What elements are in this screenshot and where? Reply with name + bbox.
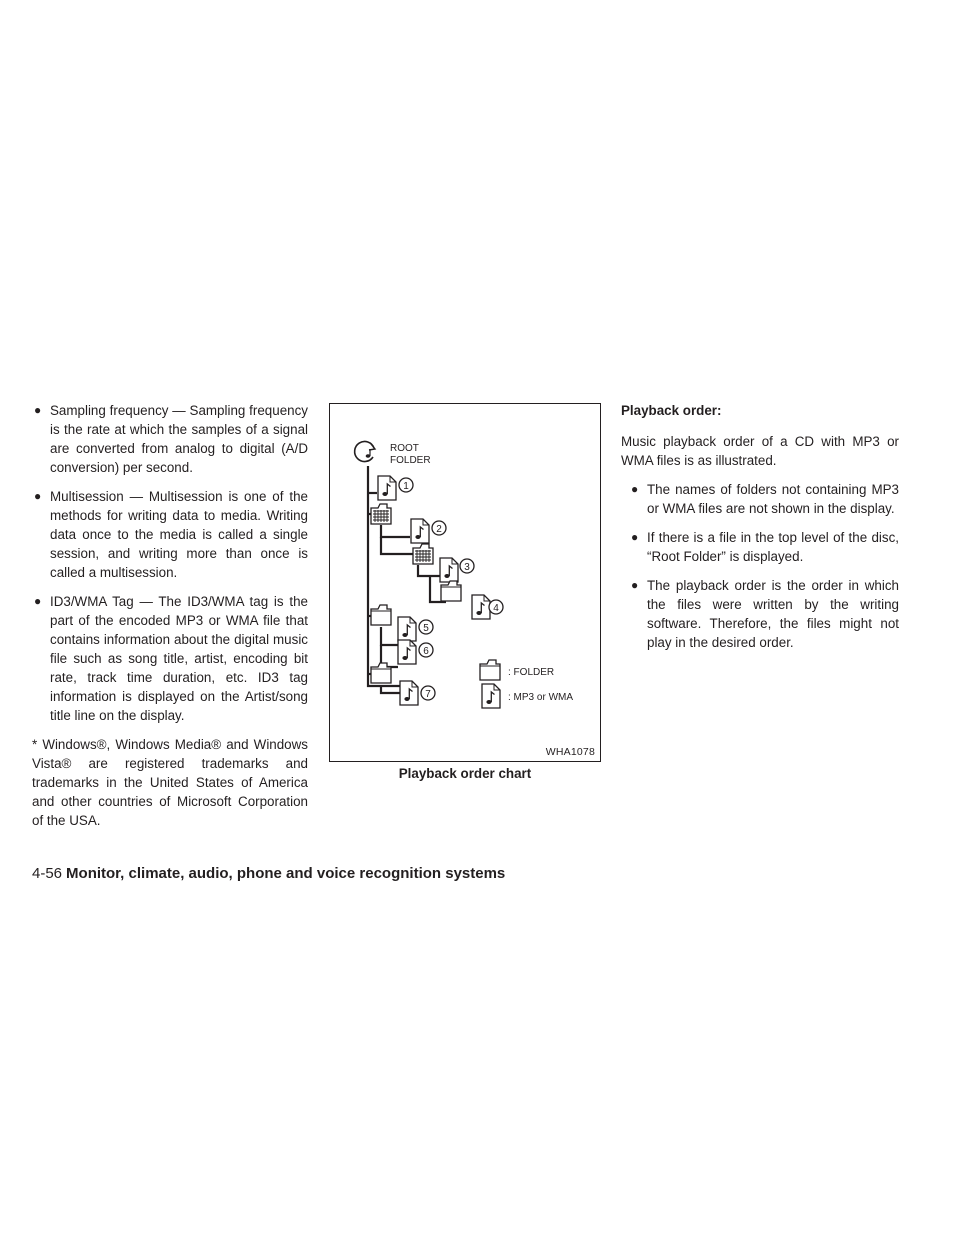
bullet-multisession bbox=[32, 487, 308, 582]
track-number-badge bbox=[421, 686, 435, 700]
trademark-note: * Windows®, Windows Media® and Windows Vista® are registered trademarks and trademarks in the United States of America and other countries of Microsoft Corporation of the USA. bbox=[32, 737, 308, 828]
svg-text:3: 3 bbox=[464, 562, 470, 573]
bullet-dot: ● bbox=[631, 530, 639, 544]
bullet-playback-order bbox=[629, 576, 899, 652]
track-number-badge bbox=[460, 559, 474, 573]
track-number-badge bbox=[419, 620, 433, 634]
bullet-sampling-frequency bbox=[32, 401, 308, 477]
svg-text:2: 2 bbox=[436, 524, 442, 535]
bullet-text: The names of folders not containing MP3 or WMA files are not shown in the display. bbox=[647, 482, 899, 516]
track-number-badge bbox=[399, 478, 413, 492]
bullet-text: Multisession — Multisession is one of the methods for writing data to media. Writing data once to the media is called a single session, and writing more than once is called a multisession. bbox=[50, 489, 308, 580]
bullet-root-folder bbox=[629, 528, 899, 566]
bullet-dot: ● bbox=[34, 403, 42, 417]
music-file-icon bbox=[398, 617, 416, 641]
disc-root-icon bbox=[355, 442, 375, 462]
left-column bbox=[32, 401, 308, 840]
playback-order-diagram bbox=[330, 404, 600, 761]
track-number-badge bbox=[489, 600, 503, 614]
folder-icon bbox=[371, 605, 391, 625]
track-number-badge bbox=[432, 521, 446, 535]
bullet-dot: ● bbox=[34, 489, 42, 503]
root-label-line2: FOLDER bbox=[390, 455, 431, 466]
right-column bbox=[621, 401, 899, 662]
music-file-icon bbox=[400, 681, 418, 705]
legend-file-icon bbox=[482, 684, 500, 708]
bullet-folder-names bbox=[629, 480, 899, 518]
svg-text:6: 6 bbox=[423, 646, 429, 657]
folder-icon bbox=[413, 544, 433, 564]
legend-folder-label: : FOLDER bbox=[508, 667, 555, 678]
music-file-icon bbox=[472, 595, 490, 619]
bullet-dot: ● bbox=[34, 594, 42, 608]
legend-folder-icon bbox=[480, 660, 500, 680]
folder-icon bbox=[441, 581, 461, 601]
svg-text:4: 4 bbox=[493, 603, 499, 614]
track-number-badge bbox=[419, 643, 433, 657]
folder-icon bbox=[371, 504, 391, 524]
bullet-text: If there is a file in the top level of the disc, “Root Folder” is displayed. bbox=[647, 530, 899, 564]
bullet-id3-wma-tag bbox=[32, 592, 308, 725]
section-heading: Playback order: bbox=[621, 403, 722, 418]
music-file-icon bbox=[440, 558, 458, 582]
svg-text:1: 1 bbox=[403, 481, 409, 492]
svg-text:5: 5 bbox=[423, 623, 429, 634]
bullet-text: ID3/WMA Tag — The ID3/WMA tag is the part of the encoded MP3 or WMA file that contains information about the digital music file such as song title, artist, encoding bit rate, track time duration, etc. ID3 tag information is displayed on the Artist/song title line on the display. bbox=[50, 594, 308, 723]
bullet-text: Sampling frequency — Sampling frequency is the rate at which the samples of a signal are converted from analog to digital (A/D conversion) per second. bbox=[50, 403, 308, 475]
legend-file-label: : MP3 or WMA bbox=[508, 692, 574, 703]
page-footer bbox=[32, 865, 505, 882]
figure-caption: Playback order chart bbox=[398, 766, 532, 781]
music-file-icon bbox=[378, 476, 396, 500]
bullet-text: The playback order is the order in which the files were written by the writing software. Therefore, the files might not play in the desired order. bbox=[647, 578, 899, 650]
bullet-dot: ● bbox=[631, 482, 639, 496]
svg-text:7: 7 bbox=[425, 689, 431, 700]
music-file-icon bbox=[411, 519, 429, 543]
bullet-dot: ● bbox=[631, 578, 639, 592]
intro-paragraph: Music playback order of a CD with MP3 or WMA files is as illustrated. bbox=[621, 434, 899, 468]
page-number: 4-56 bbox=[32, 865, 63, 882]
music-file-icon bbox=[398, 640, 416, 664]
root-label-line1: ROOT bbox=[390, 443, 419, 454]
section-title: Monitor, climate, audio, phone and voice recognition systems bbox=[66, 865, 506, 882]
playback-order-figure bbox=[329, 403, 601, 762]
figure-code: WHA1078 bbox=[545, 746, 595, 758]
